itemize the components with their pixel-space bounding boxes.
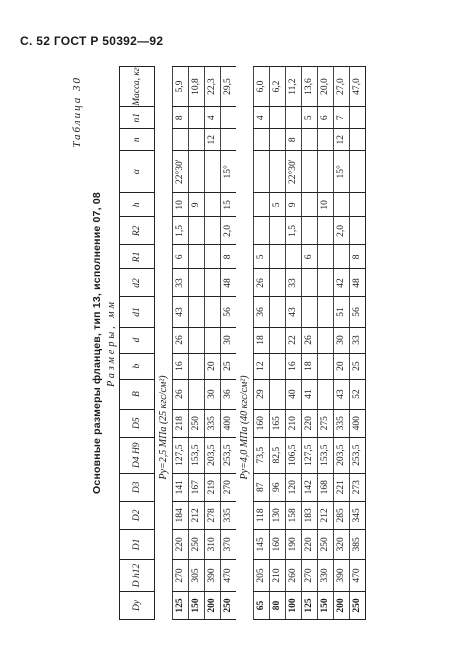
table-cell (254, 193, 270, 217)
table-cell: 5,9 (173, 67, 189, 107)
table-cell: 22,3 (205, 67, 221, 107)
table-cell (302, 129, 318, 151)
table-cell (270, 107, 286, 129)
column-header: d2 (120, 269, 155, 297)
table-cell: 9 (189, 193, 205, 217)
table-row (254, 67, 270, 620)
column-header: D3 (120, 473, 155, 501)
table-cell: 400 (221, 409, 237, 437)
table-cell (189, 379, 205, 409)
table-cell: 48 (221, 269, 237, 297)
table-cell (270, 297, 286, 327)
table-cell: 52 (350, 379, 366, 409)
table-cell: 219 (205, 473, 221, 501)
table-cell: 120 (286, 473, 302, 501)
table-cell: 42 (334, 269, 350, 297)
table-cell: 320 (334, 529, 350, 559)
table-cell: 390 (205, 559, 221, 591)
table-cell: 36 (254, 297, 270, 327)
table-cell: 47,0 (350, 67, 366, 107)
table-cell: 5 (270, 193, 286, 217)
dimensions-label: Размеры, мм (106, 299, 117, 387)
table-cell (270, 327, 286, 353)
table-cell: 141 (173, 473, 189, 501)
column-header: d1 (120, 297, 155, 327)
table-cell (318, 129, 334, 151)
table-cell: 142 (302, 473, 318, 501)
table-cell: 305 (189, 559, 205, 591)
table-cell: 203,5 (205, 437, 221, 473)
table-cell: 12 (205, 129, 221, 151)
table-cell: 370 (221, 529, 237, 559)
table-cell (318, 379, 334, 409)
table-cell: 29 (254, 379, 270, 409)
table-cell: 87 (254, 473, 270, 501)
table-cell: 125 (173, 591, 189, 619)
table-cell: 220 (302, 409, 318, 437)
table-cell: 270 (173, 559, 189, 591)
table-cell (334, 245, 350, 269)
pressure-label: Pу=2,5 МПа (25 кгс/см²) (158, 375, 169, 480)
table-cell: 275 (318, 409, 334, 437)
table-cell (302, 297, 318, 327)
table-cell (350, 107, 366, 129)
table-cell (302, 193, 318, 217)
table-cell: 36 (221, 379, 237, 409)
table-cell: 100 (286, 591, 302, 619)
table-cell: 7 (334, 107, 350, 129)
table-cell: 385 (350, 529, 366, 559)
table-cell: 33 (350, 327, 366, 353)
table-cell: 310 (205, 529, 221, 559)
table-cell: 15 (221, 193, 237, 217)
table-cell: 65 (254, 591, 270, 619)
table-cell (334, 193, 350, 217)
table-cell (318, 353, 334, 379)
column-header: d (120, 327, 155, 353)
table-cell: 253,5 (350, 437, 366, 473)
table-cell (318, 327, 334, 353)
table-cell (189, 151, 205, 193)
pressure-label: Pу=4,0 МПа (40 кгс/см²) (239, 375, 250, 480)
table-cell: 6,0 (254, 67, 270, 107)
table-cell: 158 (286, 501, 302, 529)
column-header: D2 (120, 501, 155, 529)
table-cell: 18 (302, 353, 318, 379)
table-cell: 30 (221, 327, 237, 353)
table-cell: 1,5 (286, 217, 302, 245)
table-cell: 270 (302, 559, 318, 591)
table-cell: 2,0 (334, 217, 350, 245)
table-cell (205, 269, 221, 297)
table-cell: 26 (302, 327, 318, 353)
table-cell (286, 245, 302, 269)
table-cell: 43 (286, 297, 302, 327)
table-cell (189, 217, 205, 245)
table-cell: 43 (334, 379, 350, 409)
table-cell: 5 (254, 245, 270, 269)
table-cell: 205 (254, 559, 270, 591)
table-cell (350, 151, 366, 193)
table-row (286, 67, 302, 620)
header-row (120, 67, 155, 620)
table-cell (318, 151, 334, 193)
table-cell: 212 (318, 501, 334, 529)
table-cell: 25 (221, 353, 237, 379)
column-header: n (120, 129, 155, 151)
table-cell: 22°30' (173, 151, 189, 193)
table-cell: 25 (350, 353, 366, 379)
table-cell: 10,8 (189, 67, 205, 107)
table-cell: 145 (254, 529, 270, 559)
table-cell: 33 (286, 269, 302, 297)
table-cell (270, 151, 286, 193)
table-cell: 153,5 (318, 437, 334, 473)
table-cell: 335 (221, 501, 237, 529)
table-cell: 10 (173, 193, 189, 217)
table-body (155, 67, 366, 620)
table-cell (318, 217, 334, 245)
table-cell: 2,0 (221, 217, 237, 245)
table-cell: 8 (173, 107, 189, 129)
table-cell: 218 (173, 409, 189, 437)
column-header: n1 (120, 107, 155, 129)
table-cell: 15° (334, 151, 350, 193)
column-header: Dу (120, 591, 155, 619)
table-cell: 43 (173, 297, 189, 327)
table-cell (270, 217, 286, 245)
table-cell: 20,0 (318, 67, 334, 107)
table-cell (270, 379, 286, 409)
table-cell (205, 327, 221, 353)
table-cell: 190 (286, 529, 302, 559)
table-cell: 335 (205, 409, 221, 437)
table-cell: 273 (350, 473, 366, 501)
table-cell: 8 (350, 245, 366, 269)
table-cell: 270 (221, 473, 237, 501)
table-cell: 12 (254, 353, 270, 379)
table-cell: 106,5 (286, 437, 302, 473)
table-cell: 22 (286, 327, 302, 353)
table-cell: 118 (254, 501, 270, 529)
table-cell: 184 (173, 501, 189, 529)
table-cell: 160 (270, 529, 286, 559)
table-cell: 470 (221, 559, 237, 591)
table-number: Таблица 30 (71, 76, 83, 148)
table-cell (270, 129, 286, 151)
table-cell (189, 129, 205, 151)
table-cell: 150 (318, 591, 334, 619)
table-cell: 330 (318, 559, 334, 591)
table-cell: 167 (189, 473, 205, 501)
table-cell (205, 245, 221, 269)
table-row (173, 67, 189, 620)
table-cell: 26 (173, 379, 189, 409)
table-cell (302, 151, 318, 193)
table-cell: 253,5 (221, 437, 237, 473)
table-cell: 335 (334, 409, 350, 437)
table-cell: 390 (334, 559, 350, 591)
table-cell (254, 217, 270, 245)
column-header: R1 (120, 245, 155, 269)
table-cell: 127,5 (173, 437, 189, 473)
table-cell (302, 217, 318, 245)
table-cell (189, 245, 205, 269)
table-cell: 400 (350, 409, 366, 437)
table-cell: 250 (350, 591, 366, 619)
table-cell: 30 (334, 327, 350, 353)
table-cell: 15° (221, 151, 237, 193)
table-cell (318, 269, 334, 297)
table-cell: 470 (350, 559, 366, 591)
table-cell: 18 (254, 327, 270, 353)
table-cell: 56 (221, 297, 237, 327)
table-cell: 285 (334, 501, 350, 529)
table-cell: 212 (189, 501, 205, 529)
table-cell: 48 (350, 269, 366, 297)
flange-dimensions-table (119, 66, 366, 620)
table-cell: 73,5 (254, 437, 270, 473)
table-cell (302, 269, 318, 297)
table-cell: 6 (173, 245, 189, 269)
table-cell: 8 (221, 245, 237, 269)
table-cell: 203,5 (334, 437, 350, 473)
table-row (318, 67, 334, 620)
table-cell: 26 (254, 269, 270, 297)
column-header: α (120, 151, 155, 193)
table-cell: 41 (302, 379, 318, 409)
table-cell (189, 107, 205, 129)
table-cell (205, 297, 221, 327)
table-cell: 82,5 (270, 437, 286, 473)
table-cell: 1,5 (173, 217, 189, 245)
table-row (350, 67, 366, 620)
table-cell: 153,5 (189, 437, 205, 473)
table-cell: 250 (221, 591, 237, 619)
table-caption: Основные размеры фланцев, тип 13, исполнение 07, 08 (91, 192, 103, 494)
table-cell: 51 (334, 297, 350, 327)
table-row (334, 67, 350, 620)
table-cell: 130 (270, 501, 286, 529)
column-header: h (120, 193, 155, 217)
table-cell: 33 (173, 269, 189, 297)
table-cell (205, 193, 221, 217)
table-cell: 345 (350, 501, 366, 529)
table-cell (350, 217, 366, 245)
table-cell: 27,0 (334, 67, 350, 107)
table-cell: 16 (286, 353, 302, 379)
table-cell: 16 (173, 353, 189, 379)
table-cell (318, 245, 334, 269)
column-header: D5 (120, 409, 155, 437)
table-cell: 96 (270, 473, 286, 501)
table-cell: 29,5 (221, 67, 237, 107)
table-cell: 6,2 (270, 67, 286, 107)
column-header: D1 (120, 529, 155, 559)
table-cell (286, 107, 302, 129)
table-cell (270, 353, 286, 379)
table-cell (350, 129, 366, 151)
table-cell (221, 129, 237, 151)
table-cell: 20 (334, 353, 350, 379)
table-cell (270, 245, 286, 269)
table-cell: 12 (334, 129, 350, 151)
table-cell: 20 (205, 353, 221, 379)
table-cell (350, 193, 366, 217)
table-cell: 26 (173, 327, 189, 353)
table-cell (205, 151, 221, 193)
table-cell: 200 (205, 591, 221, 619)
rotated-table-frame (69, 64, 447, 622)
table-cell (254, 151, 270, 193)
table-cell: 6 (318, 107, 334, 129)
table-cell: 8 (286, 129, 302, 151)
table-row (189, 67, 205, 620)
table-cell (205, 217, 221, 245)
table-cell: 260 (286, 559, 302, 591)
table-cell: 4 (254, 107, 270, 129)
table-cell: 13,6 (302, 67, 318, 107)
table-cell: 220 (302, 529, 318, 559)
table-cell: 250 (318, 529, 334, 559)
table-cell: 6 (302, 245, 318, 269)
table-cell: 183 (302, 501, 318, 529)
table-cell (173, 129, 189, 151)
table-cell (189, 327, 205, 353)
table-row (302, 67, 318, 620)
table-cell: 5 (302, 107, 318, 129)
table-cell: 165 (270, 409, 286, 437)
table-row (270, 67, 286, 620)
table-cell: 160 (254, 409, 270, 437)
table-cell: 250 (189, 529, 205, 559)
table-cell: 210 (286, 409, 302, 437)
table-cell: 40 (286, 379, 302, 409)
table-cell (189, 269, 205, 297)
table-cell: 278 (205, 501, 221, 529)
column-header: D h12 (120, 559, 155, 591)
table-cell (318, 297, 334, 327)
table-cell: 127,5 (302, 437, 318, 473)
table-cell: 210 (270, 559, 286, 591)
table-cell: 22°30' (286, 151, 302, 193)
column-header: B (120, 379, 155, 409)
table-cell: 10 (318, 193, 334, 217)
pressure-row (236, 67, 254, 620)
table-cell: 200 (334, 591, 350, 619)
table-cell: 150 (189, 591, 205, 619)
table-cell: 168 (318, 473, 334, 501)
column-header: R2 (120, 217, 155, 245)
page-header: С. 52 ГОСТ Р 50392—92 (20, 34, 164, 48)
table-cell: 4 (205, 107, 221, 129)
table-cell: 125 (302, 591, 318, 619)
table-cell: 220 (173, 529, 189, 559)
table-cell: 30 (205, 379, 221, 409)
table-row (205, 67, 221, 620)
table-cell (221, 107, 237, 129)
table-cell (254, 129, 270, 151)
table-cell (189, 353, 205, 379)
table-cell (189, 297, 205, 327)
table-cell: 80 (270, 591, 286, 619)
table-cell: 250 (189, 409, 205, 437)
table-cell (270, 269, 286, 297)
pressure-row (155, 67, 173, 620)
table-cell: 9 (286, 193, 302, 217)
table-cell: 221 (334, 473, 350, 501)
table-cell: 56 (350, 297, 366, 327)
column-header: b (120, 353, 155, 379)
column-header: Масса, кг (120, 67, 155, 107)
column-header: D4 H9 (120, 437, 155, 473)
table-row (221, 67, 237, 620)
table-cell: 11,2 (286, 67, 302, 107)
